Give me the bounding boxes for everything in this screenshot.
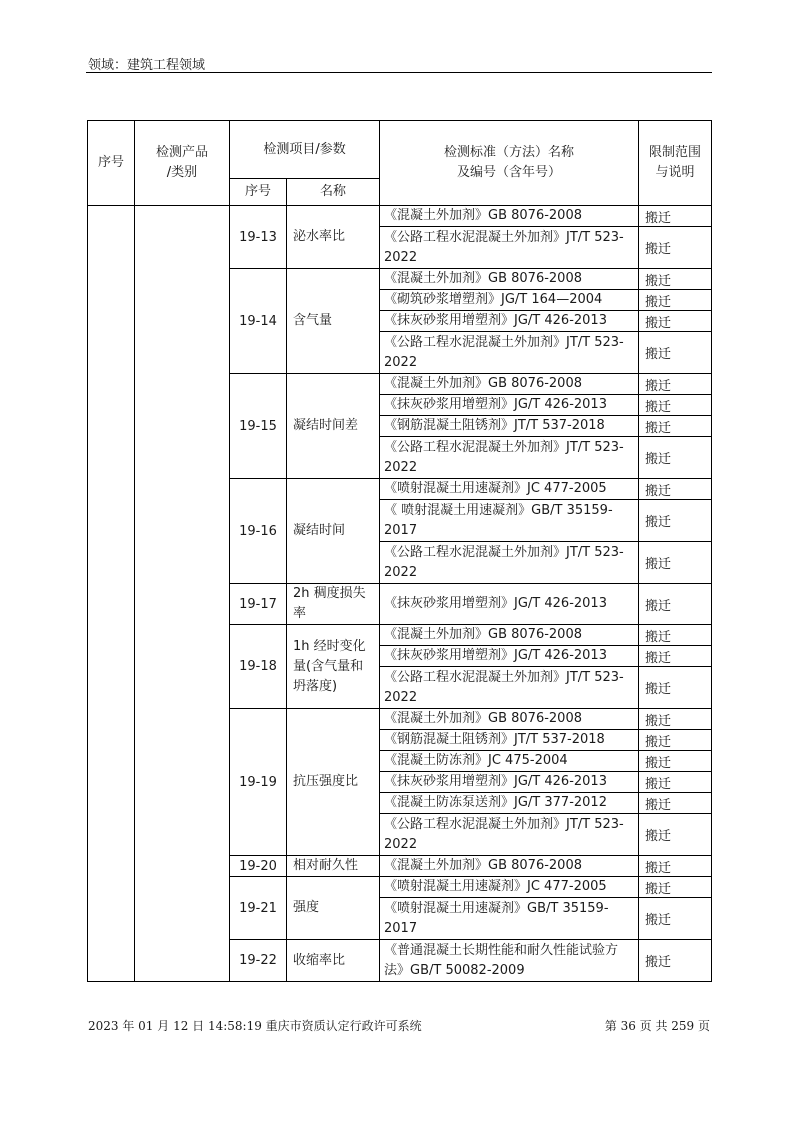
standard-cell: 《钢筋混凝土阻锈剂》JT/T 537-2018: [380, 730, 639, 751]
footer-timestamp: 2023 年 01 月 12 日 14:58:19 重庆市资质认定行政许可系统: [88, 1019, 422, 1033]
standard-cell: 《混凝土外加剂》GB 8076-2008: [380, 269, 639, 290]
limit-note-cell: 搬迁: [639, 646, 712, 667]
limit-note-cell: 搬迁: [639, 667, 712, 709]
standard-cell: 《砌筑砂浆增塑剂》JG/T 164—2004: [380, 290, 639, 311]
standard-cell: 《喷射混凝土用速凝剂》JC 477-2005: [380, 479, 639, 500]
standard-cell: 《公路工程水泥混凝土外加剂》JT/T 523-2022: [380, 332, 639, 374]
standard-cell: 《混凝土防冻泵送剂》JG/T 377-2012: [380, 793, 639, 814]
standard-cell: 《公路工程水泥混凝土外加剂》JT/T 523-2022: [380, 437, 639, 479]
standard-cell: 《公路工程水泥混凝土外加剂》JT/T 523-2022: [380, 542, 639, 584]
standard-cell: 《抹灰砂浆用增塑剂》JG/T 426-2013: [380, 311, 639, 332]
limit-note-cell: 搬迁: [639, 898, 712, 940]
standard-cell: 《混凝土外加剂》GB 8076-2008: [380, 206, 639, 227]
table-header: [88, 121, 712, 206]
item-name-cell: 抗压强度比: [287, 709, 380, 856]
limit-note-cell: 搬迁: [639, 227, 712, 269]
item-name-cell: 相对耐久性: [287, 856, 380, 877]
limit-note-cell: 搬迁: [639, 206, 712, 227]
certification-table: [87, 120, 712, 982]
col-seq-header: 序号: [88, 121, 135, 206]
standard-cell: 《混凝土外加剂》GB 8076-2008: [380, 625, 639, 646]
limit-note-cell: 搬迁: [639, 814, 712, 856]
item-name-cell: 强度: [287, 877, 380, 940]
item-name-cell: 凝结时间差: [287, 374, 380, 479]
limit-note-cell: 搬迁: [639, 772, 712, 793]
item-seq-cell: 19-18: [230, 625, 287, 709]
item-seq-cell: 19-16: [230, 479, 287, 584]
standard-cell: 《钢筋混凝土阻锈剂》JT/T 537-2018: [380, 416, 639, 437]
col-item-name-header: 名称: [287, 179, 380, 206]
standard-cell: 《混凝土外加剂》GB 8076-2008: [380, 856, 639, 877]
limit-note-cell: 搬迁: [639, 374, 712, 395]
limit-note-cell: 搬迁: [639, 395, 712, 416]
standard-cell: 《公路工程水泥混凝土外加剂》JT/T 523-2022: [380, 227, 639, 269]
standard-cell: 《抹灰砂浆用增塑剂》JG/T 426-2013: [380, 646, 639, 667]
item-seq-cell: 19-20: [230, 856, 287, 877]
standard-cell: 《喷射混凝土用速凝剂》GB/T 35159-2017: [380, 898, 639, 940]
limit-note-cell: 搬迁: [639, 625, 712, 646]
footer-page-number: 第 36 页 共 259 页: [604, 1019, 710, 1033]
limit-note-cell: 搬迁: [639, 584, 712, 625]
col-limit-header: 限制范围 与说明: [639, 121, 712, 206]
item-seq-cell: 19-14: [230, 269, 287, 374]
item-name-cell: 凝结时间: [287, 479, 380, 584]
limit-note-cell: 搬迁: [639, 269, 712, 290]
item-name-cell: 1h 经时变化量(含气量和坍落度): [287, 625, 380, 709]
item-seq-cell: 19-17: [230, 584, 287, 625]
limit-note-cell: 搬迁: [639, 311, 712, 332]
col-item-header: 检测项目/参数: [230, 121, 380, 179]
limit-note-cell: 搬迁: [639, 709, 712, 730]
table-row: [88, 206, 712, 227]
table-body: [88, 206, 712, 982]
standard-cell: 《抹灰砂浆用增塑剂》JG/T 426-2013: [380, 772, 639, 793]
limit-note-cell: 搬迁: [639, 500, 712, 542]
limit-note-cell: 搬迁: [639, 730, 712, 751]
standard-cell: 《混凝土外加剂》GB 8076-2008: [380, 709, 639, 730]
standard-cell: 《混凝土外加剂》GB 8076-2008: [380, 374, 639, 395]
col-item-seq-header: 序号: [230, 179, 287, 206]
limit-note-cell: 搬迁: [639, 940, 712, 982]
limit-note-cell: 搬迁: [639, 542, 712, 584]
standard-cell: 《喷射混凝土用速凝剂》JC 477-2005: [380, 877, 639, 898]
limit-note-cell: 搬迁: [639, 793, 712, 814]
limit-note-cell: 搬迁: [639, 437, 712, 479]
standard-cell: 《普通混凝土长期性能和耐久性能试验方法》GB/T 50082-2009: [380, 940, 639, 982]
standard-cell: 《公路工程水泥混凝土外加剂》JT/T 523-2022: [380, 814, 639, 856]
item-name-cell: 2h 稠度损失率: [287, 584, 380, 625]
header-divider: [86, 72, 712, 73]
limit-note-cell: 搬迁: [639, 479, 712, 500]
product-cell: [135, 206, 230, 982]
item-name-cell: 含气量: [287, 269, 380, 374]
limit-note-cell: 搬迁: [639, 751, 712, 772]
standard-cell: 《 喷射混凝土用速凝剂》GB/T 35159-2017: [380, 500, 639, 542]
item-name-cell: 泌水率比: [287, 206, 380, 269]
item-seq-cell: 19-21: [230, 877, 287, 940]
limit-note-cell: 搬迁: [639, 856, 712, 877]
standard-cell: 《公路工程水泥混凝土外加剂》JT/T 523-2022: [380, 667, 639, 709]
item-name-cell: 收缩率比: [287, 940, 380, 982]
item-seq-cell: 19-22: [230, 940, 287, 982]
standard-cell: 《混凝土防冻剂》JC 475-2004: [380, 751, 639, 772]
item-seq-cell: 19-13: [230, 206, 287, 269]
limit-note-cell: 搬迁: [639, 290, 712, 311]
limit-note-cell: 搬迁: [639, 416, 712, 437]
seq-cell: [88, 206, 135, 982]
limit-note-cell: 搬迁: [639, 332, 712, 374]
col-standard-header: 检测标准（方法）名称 及编号（含年号）: [380, 121, 639, 206]
standard-cell: 《抹灰砂浆用增塑剂》JG/T 426-2013: [380, 395, 639, 416]
item-seq-cell: 19-19: [230, 709, 287, 856]
standard-cell: 《抹灰砂浆用增塑剂》JG/T 426-2013: [380, 584, 639, 625]
limit-note-cell: 搬迁: [639, 877, 712, 898]
item-seq-cell: 19-15: [230, 374, 287, 479]
col-product-header: 检测产品 /类别: [135, 121, 230, 206]
page-header: 领域：建筑工程领域: [88, 58, 206, 73]
